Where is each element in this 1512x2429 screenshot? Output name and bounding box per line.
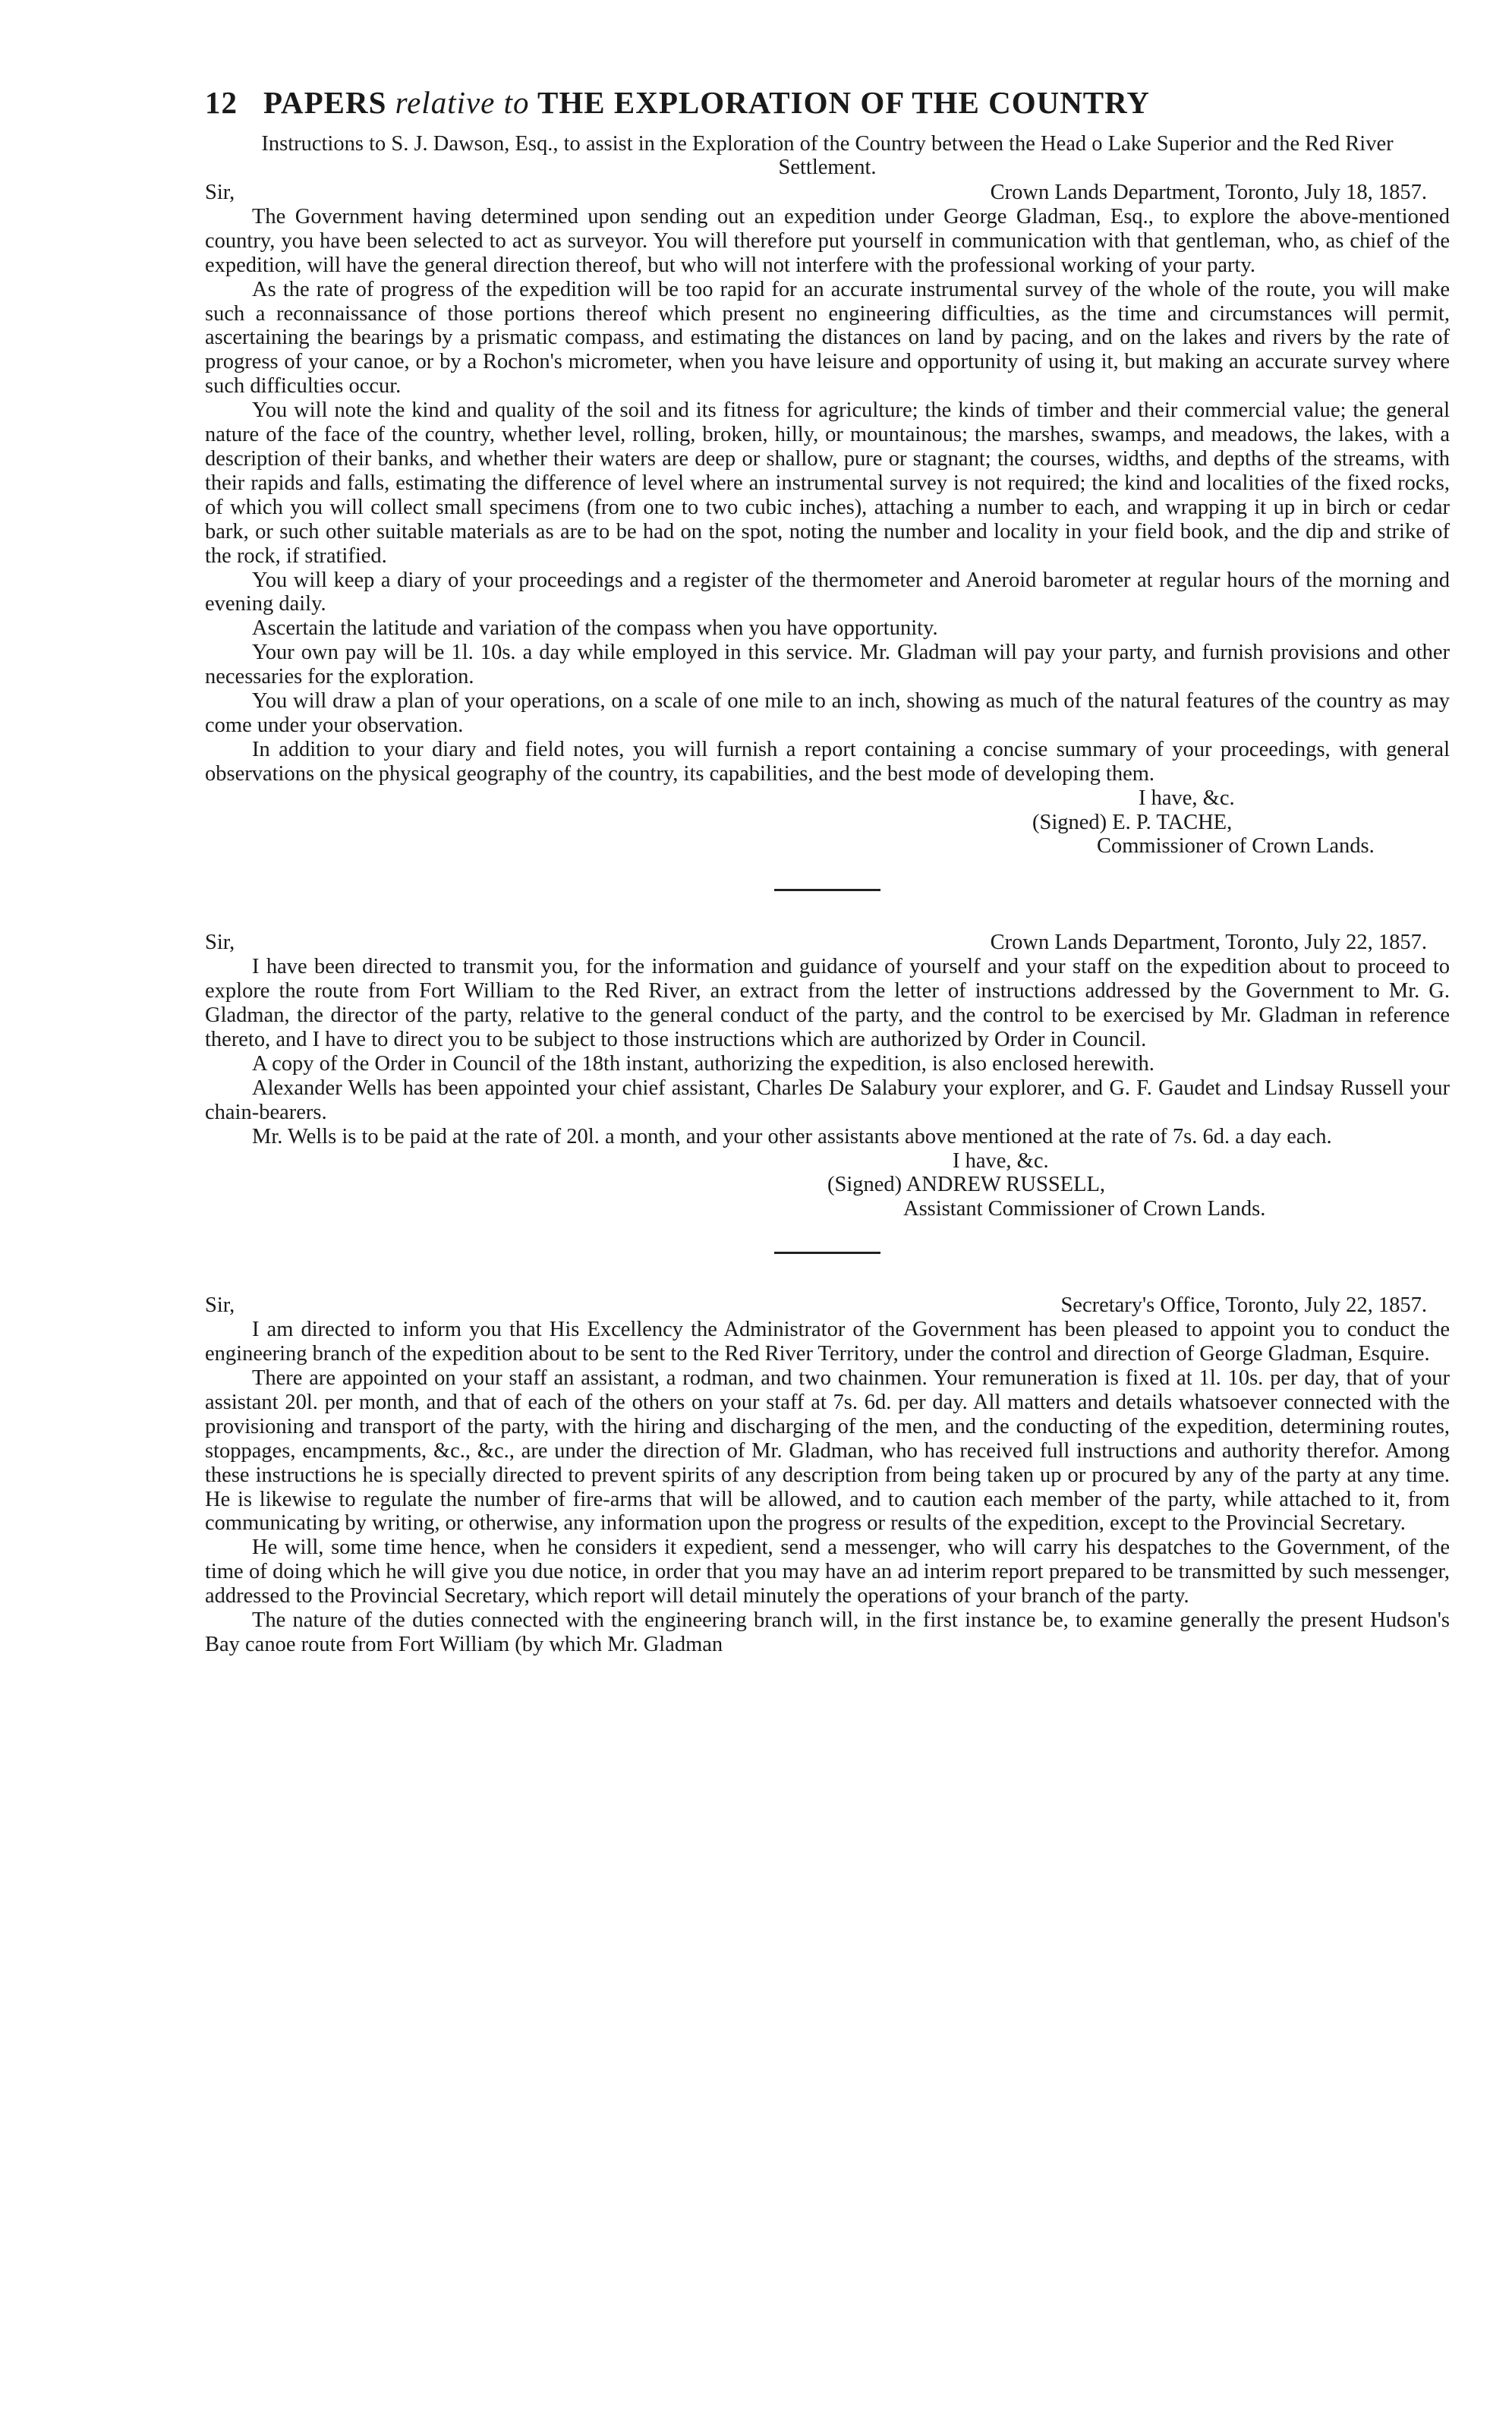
signatory-position: Assistant Commissioner of Crown Lands.: [903, 1197, 1266, 1221]
running-header: [205, 83, 1450, 121]
title-italic: relative to: [395, 85, 530, 120]
title-suffix: THE EXPLORATION OF THE COUNTRY: [537, 85, 1150, 120]
dateline: Secretary's Office, Toronto, July 22, 1857.: [1060, 1293, 1427, 1318]
paragraph: He will, some time hence, when he considers it expedient, send a messenger, who will carry his despatches to the Government, of the time of doing which he will give you due notice, in order that you may have an ad interim report prepared to be transmitted by such messenger, addressed to the Provincial Secretary, which report will detail minutely the operations of your branch of the party.: [205, 1536, 1450, 1608]
signatory-position: Commissioner of Crown Lands.: [1097, 834, 1375, 858]
paragraph: A copy of the Order in Council of the 18th instant, authorizing the expedition, is also enclosed herewith.: [252, 1051, 1154, 1076]
paragraph: I have been directed to transmit you, for the information and guidance of yourself and your staff on the expedition about to proceed to explore the route from Fort William to the Red River, an extract from the letter of instructions addressed by the Government to Mr. G. Gladman, the director of the party, relative to the general conduct of the party, and the control to be exercised by Mr. Gladman in reference thereto, and I have to direct you to be subject to those instructions which are authorized by Order in Council.: [205, 955, 1450, 1051]
signed-name: (Signed) ANDREW RUSSELL,: [827, 1173, 1106, 1197]
paragraph: You will keep a diary of your proceedings and a register of the thermometer and Aneroid barometer at regular hours of the morning and evening daily.: [205, 568, 1450, 616]
paragraph: Mr. Wells is to be paid at the rate of 20l. a month, and your other assistants above mentioned at the rate of 7s. 6d. a day each.: [252, 1124, 1332, 1148]
paragraph: Ascertain the latitude and variation of the compass when you have opportunity.: [252, 616, 938, 641]
paragraph: In addition to your diary and field notes, you will furnish a report containing a concise summary of your proceedings, with general observations on the physical geography of the country, its capabilities, and the best mode of developing them.: [205, 737, 1450, 786]
title-prefix: PAPERS: [263, 85, 387, 120]
page-number: 12: [205, 85, 238, 120]
salutation: Sir,: [205, 181, 235, 204]
section-divider: [774, 889, 880, 891]
dateline: Crown Lands Department, Toronto, July 18, 1857.: [990, 181, 1427, 204]
paragraph: There are appointed on your staff an assistant, a rodman, and two chainmen. Your remuneration is fixed at 1l. 10s. per day, that of your assistant 20l. per month, and that of each of the others on your staff at 7s. 6d. per day. All matters and details whatsoever connected with the provisioning and transport of the party, with the hiring and discharging of the men, and the conducting of the expedition, determining routes, stoppages, encampments, &c., &c., are under the direction of Mr. Gladman, who has received full instructions and authority therefor. Among these instructions he is specially directed to prevent spirits of any description from being taken up or procured by any of the party at any time. He is likewise to regulate the number of fire-arms that will be allowed, and to caution each member of the party, while attached to it, from communicating by writing, or otherwise, any information upon the progress or results of the expedition, except to the Provincial Secretary.: [205, 1366, 1450, 1536]
paragraph: Alexander Wells has been appointed your chief assistant, Charles De Salabury your explorer, and G. F. Gaudet and Lindsay Russell your chain-bearers.: [205, 1076, 1450, 1124]
letter-heading: [205, 1293, 1450, 1318]
section-divider: [774, 1252, 880, 1254]
page-title: [263, 83, 1150, 121]
paragraph: Your own pay will be 1l. 10s. a day while employed in this service. Mr. Gladman will pay your party, and furnish provisions and other necessaries for the exploration.: [205, 641, 1450, 689]
letter-tache: [205, 132, 1450, 858]
closing: I have, &c.: [953, 1148, 1049, 1173]
signature-block: [1032, 786, 1450, 859]
paragraph: The nature of the duties connected with the engineering branch will, in the first instance be, to examine generally the present Hudson's Bay canoe route from Fort William (by which Mr. Gladman: [205, 1608, 1450, 1656]
closing: I have, &c.: [1139, 786, 1235, 810]
paragraph: I am directed to inform you that His Excellency the Administrator of the Government has been pleased to appoint you to conduct the engineering branch of the expedition about to be sent to the Red River Territory, under the control and direction of George Gladman, Esquire.: [205, 1318, 1450, 1366]
paragraph: The Government having determined upon sending out an expedition under George Gladman, Esq., to explore the above-mentioned country, you have been selected to act as surveyor. You will therefore put yourself in communication with that gentleman, who, as chief of the expedition, will have the general direction thereof, but who will not interfere with the professional working of your party.: [205, 204, 1450, 277]
dateline: Crown Lands Department, Toronto, July 22, 1857.: [990, 931, 1427, 955]
paragraph: You will note the kind and quality of the soil and its fitness for agriculture; the kinds of timber and their commercial value; the general nature of the face of the country, whether level, rolling, broken, hilly, or mountainous; the marshes, swamps, and meadows, the lakes, with a description of their banks, and whether their waters are deep or shallow, pure or stagnant; the courses, widths, and depths of the streams, with their rapids and falls, estimating the difference of level where an instrumental survey is not required; the kind and localities of the fixed rocks, of which you will collect small specimens (from one to two cubic inches), attaching a number to each, and wrapping it up in birch or cedar bark, or such other suitable materials as are to be had on the spot, noting the number and locality in your field book, and the dip and strike of the rock, if stratified.: [205, 399, 1450, 568]
letter-heading: [205, 181, 1450, 205]
letter-russell: [205, 931, 1450, 1221]
paragraph: As the rate of progress of the expedition will be too rapid for an accurate instrumental survey of the whole of the route, you will make such a reconnaissance of those portions thereof which present no engineering difficulties, as the time and circumstances will permit, ascertaining the bearings by a prismatic compass, and estimating the distances on land by pacing, and on the lakes and rivers by the rate of progress of your canoe, or by a Rochon's micrometer, when you have leisure and opportunity of using it, but making an accurate survey where such difficulties occur.: [205, 277, 1450, 399]
signature-block: [827, 1149, 1450, 1222]
signed-name: (Signed) E. P. TACHE,: [1032, 810, 1233, 834]
salutation: Sir,: [205, 1293, 235, 1318]
paragraph: You will draw a plan of your operations, on a scale of one mile to an inch, showing as much of the natural features of the country as may come under your observation.: [205, 689, 1450, 737]
salutation: Sir,: [205, 931, 235, 955]
document-page: [205, 83, 1450, 1657]
letter-heading: [205, 931, 1450, 955]
instructions-title: Instructions to S. J. Dawson, Esq., to assist in the Exploration of the Country between the Head o Lake Superior and the Red River Settlement.: [261, 132, 1394, 179]
letter-secretary: [205, 1293, 1450, 1657]
